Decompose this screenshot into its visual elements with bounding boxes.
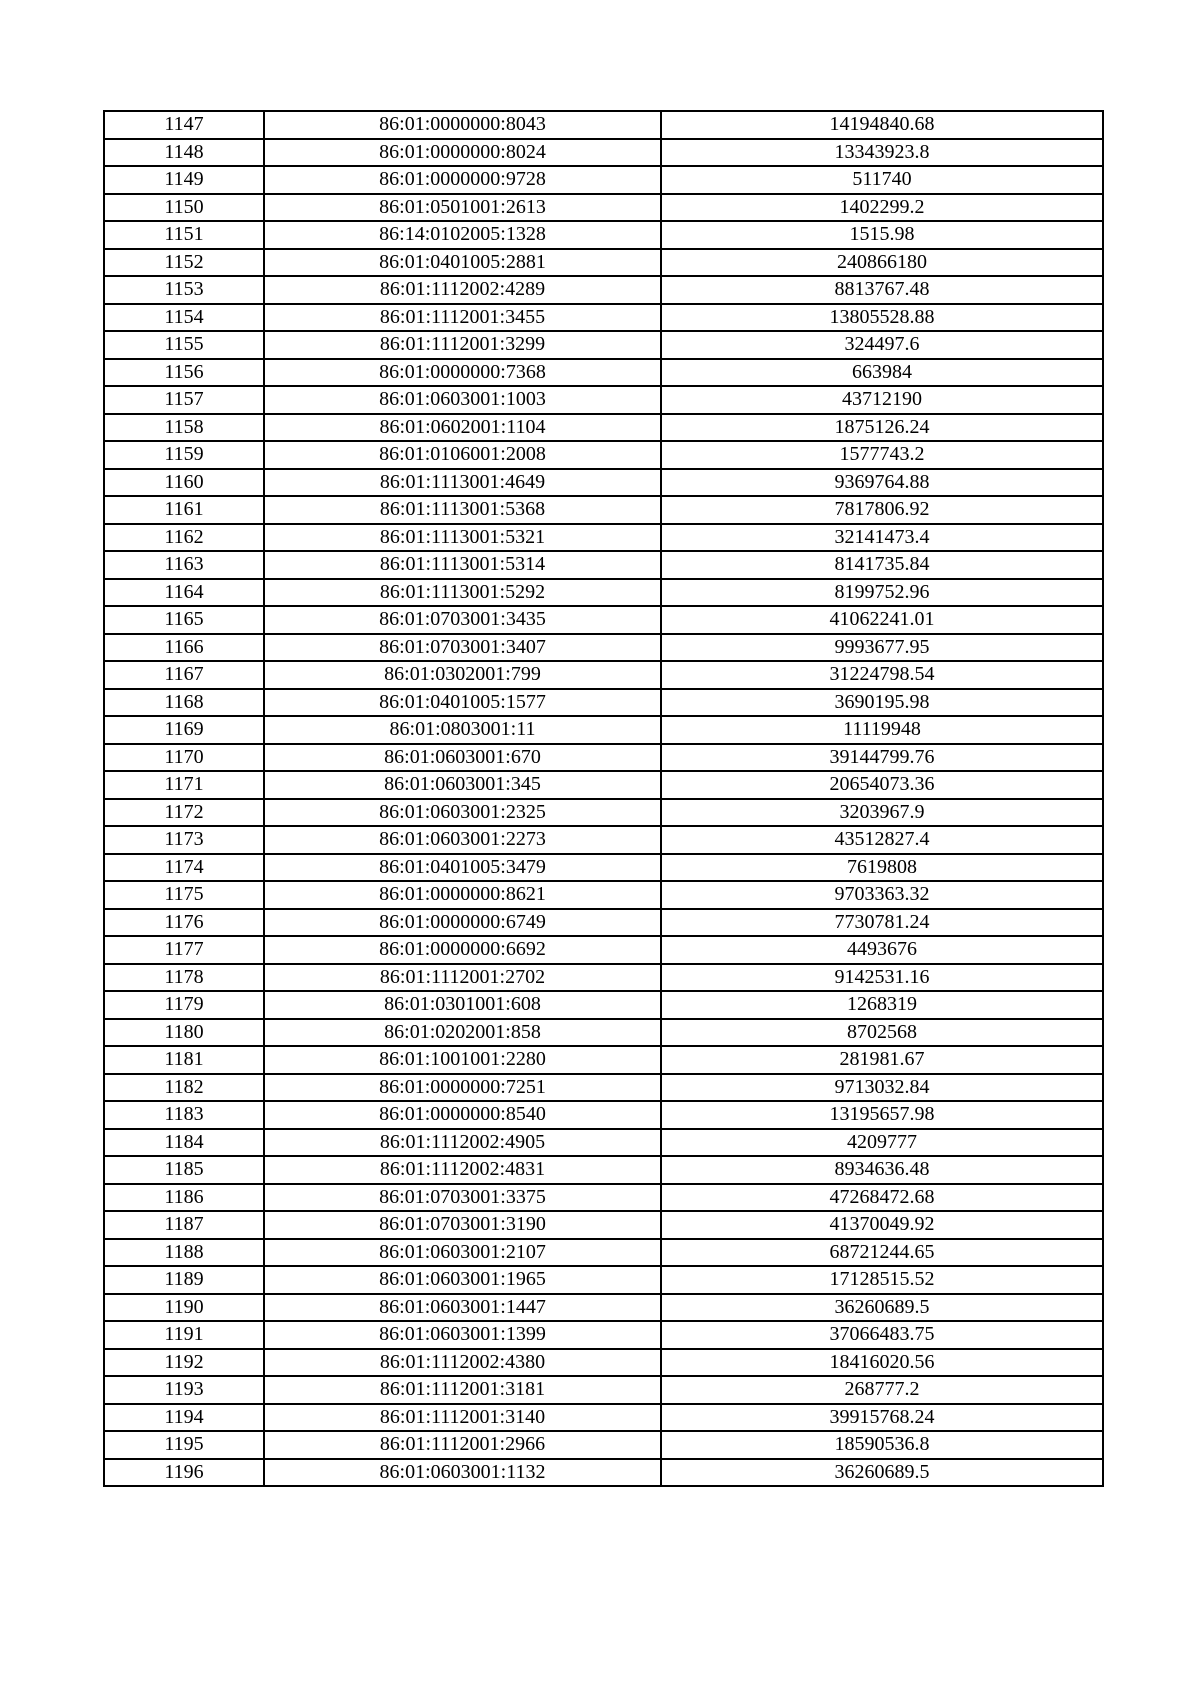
cadastral-number-cell: 86:01:1112001:3181	[264, 1376, 661, 1404]
table-row	[104, 139, 1103, 167]
value-cell: 240866180	[661, 249, 1103, 277]
value-cell: 39915768.24	[661, 1404, 1103, 1432]
table-row	[104, 249, 1103, 277]
cadastral-number-cell: 86:01:0000000:9728	[264, 166, 661, 194]
cadastral-number-cell: 86:01:0703001:3407	[264, 634, 661, 662]
row-number-cell: 1148	[104, 139, 264, 167]
cadastral-number-cell: 86:01:1112002:4905	[264, 1129, 661, 1157]
value-cell: 8141735.84	[661, 551, 1103, 579]
value-cell: 31224798.54	[661, 661, 1103, 689]
row-number-cell: 1168	[104, 689, 264, 717]
value-cell: 32141473.4	[661, 524, 1103, 552]
row-number-cell: 1150	[104, 194, 264, 222]
value-cell: 36260689.5	[661, 1459, 1103, 1487]
table-row	[104, 991, 1103, 1019]
row-number-cell: 1157	[104, 386, 264, 414]
table-body	[104, 111, 1103, 1486]
row-number-cell: 1180	[104, 1019, 264, 1047]
cadastral-number-cell: 86:01:0803001:11	[264, 716, 661, 744]
table-row	[104, 1074, 1103, 1102]
table-row	[104, 359, 1103, 387]
row-number-cell: 1189	[104, 1266, 264, 1294]
cadastral-number-cell: 86:01:0603001:1447	[264, 1294, 661, 1322]
row-number-cell: 1149	[104, 166, 264, 194]
table-row	[104, 909, 1103, 937]
value-cell: 4493676	[661, 936, 1103, 964]
row-number-cell: 1152	[104, 249, 264, 277]
value-cell: 7619808	[661, 854, 1103, 882]
row-number-cell: 1179	[104, 991, 264, 1019]
cadastral-number-cell: 86:01:0000000:7251	[264, 1074, 661, 1102]
table-row	[104, 1046, 1103, 1074]
cadastral-number-cell: 86:01:0602001:1104	[264, 414, 661, 442]
value-cell: 9713032.84	[661, 1074, 1103, 1102]
row-number-cell: 1184	[104, 1129, 264, 1157]
table-row	[104, 1376, 1103, 1404]
cadastral-number-cell: 86:01:0000000:8024	[264, 139, 661, 167]
cadastral-number-cell: 86:01:1112001:2966	[264, 1431, 661, 1459]
table-row	[104, 854, 1103, 882]
value-cell: 281981.67	[661, 1046, 1103, 1074]
cadastral-number-cell: 86:01:0302001:799	[264, 661, 661, 689]
cadastral-number-cell: 86:01:0603001:670	[264, 744, 661, 772]
cadastral-number-cell: 86:01:0202001:858	[264, 1019, 661, 1047]
cadastral-number-cell: 86:01:1113001:5292	[264, 579, 661, 607]
value-cell: 511740	[661, 166, 1103, 194]
table-row	[104, 469, 1103, 497]
value-cell: 68721244.65	[661, 1239, 1103, 1267]
row-number-cell: 1181	[104, 1046, 264, 1074]
cadastral-number-cell: 86:01:1112002:4289	[264, 276, 661, 304]
value-cell: 3690195.98	[661, 689, 1103, 717]
value-cell: 8813767.48	[661, 276, 1103, 304]
row-number-cell: 1186	[104, 1184, 264, 1212]
cadastral-number-cell: 86:01:0603001:2325	[264, 799, 661, 827]
cadastral-number-cell: 86:01:1113001:5368	[264, 496, 661, 524]
table-row	[104, 194, 1103, 222]
row-number-cell: 1194	[104, 1404, 264, 1432]
value-cell: 13343923.8	[661, 139, 1103, 167]
cadastral-number-cell: 86:01:0703001:3375	[264, 1184, 661, 1212]
row-number-cell: 1195	[104, 1431, 264, 1459]
row-number-cell: 1172	[104, 799, 264, 827]
cadastral-number-cell: 86:01:1001001:2280	[264, 1046, 661, 1074]
cadastral-number-cell: 86:01:1112001:3140	[264, 1404, 661, 1432]
cadastral-number-cell: 86:01:0401005:3479	[264, 854, 661, 882]
value-cell: 7730781.24	[661, 909, 1103, 937]
table-row	[104, 221, 1103, 249]
table-row	[104, 1404, 1103, 1432]
value-cell: 9993677.95	[661, 634, 1103, 662]
cadastral-number-cell: 86:01:0603001:1965	[264, 1266, 661, 1294]
cadastral-number-cell: 86:01:0603001:2273	[264, 826, 661, 854]
table-row	[104, 799, 1103, 827]
row-number-cell: 1162	[104, 524, 264, 552]
value-cell: 20654073.36	[661, 771, 1103, 799]
table-row	[104, 771, 1103, 799]
table-row	[104, 1294, 1103, 1322]
row-number-cell: 1182	[104, 1074, 264, 1102]
data-table	[103, 110, 1104, 1487]
table-row	[104, 1239, 1103, 1267]
value-cell: 13195657.98	[661, 1101, 1103, 1129]
cadastral-number-cell: 86:01:0301001:608	[264, 991, 661, 1019]
table-row	[104, 661, 1103, 689]
cadastral-number-cell: 86:01:0603001:1132	[264, 1459, 661, 1487]
cadastral-number-cell: 86:01:0703001:3190	[264, 1211, 661, 1239]
cadastral-number-cell: 86:01:0106001:2008	[264, 441, 661, 469]
value-cell: 1515.98	[661, 221, 1103, 249]
row-number-cell: 1155	[104, 331, 264, 359]
value-cell: 8199752.96	[661, 579, 1103, 607]
value-cell: 11119948	[661, 716, 1103, 744]
table-row	[104, 606, 1103, 634]
table-row	[104, 1266, 1103, 1294]
row-number-cell: 1161	[104, 496, 264, 524]
row-number-cell: 1166	[104, 634, 264, 662]
cadastral-number-cell: 86:01:1113001:5314	[264, 551, 661, 579]
row-number-cell: 1167	[104, 661, 264, 689]
table-row	[104, 964, 1103, 992]
table-row	[104, 826, 1103, 854]
value-cell: 18590536.8	[661, 1431, 1103, 1459]
value-cell: 36260689.5	[661, 1294, 1103, 1322]
table-row	[104, 166, 1103, 194]
row-number-cell: 1158	[104, 414, 264, 442]
value-cell: 1402299.2	[661, 194, 1103, 222]
table-row	[104, 1129, 1103, 1157]
table-row	[104, 524, 1103, 552]
cadastral-number-cell: 86:01:1112001:3299	[264, 331, 661, 359]
value-cell: 43712190	[661, 386, 1103, 414]
cadastral-number-cell: 86:01:1113001:5321	[264, 524, 661, 552]
table-row	[104, 441, 1103, 469]
value-cell: 9703363.32	[661, 881, 1103, 909]
cadastral-number-cell: 86:01:0603001:1003	[264, 386, 661, 414]
table-row	[104, 1101, 1103, 1129]
cadastral-number-cell: 86:01:0401005:1577	[264, 689, 661, 717]
value-cell: 268777.2	[661, 1376, 1103, 1404]
value-cell: 41062241.01	[661, 606, 1103, 634]
row-number-cell: 1159	[104, 441, 264, 469]
row-number-cell: 1151	[104, 221, 264, 249]
value-cell: 13805528.88	[661, 304, 1103, 332]
value-cell: 1875126.24	[661, 414, 1103, 442]
cadastral-number-cell: 86:01:1112001:3455	[264, 304, 661, 332]
cadastral-number-cell: 86:01:0703001:3435	[264, 606, 661, 634]
cadastral-number-cell: 86:01:0603001:1399	[264, 1321, 661, 1349]
table-row	[104, 1211, 1103, 1239]
row-number-cell: 1171	[104, 771, 264, 799]
value-cell: 39144799.76	[661, 744, 1103, 772]
table-row	[104, 716, 1103, 744]
value-cell: 47268472.68	[661, 1184, 1103, 1212]
value-cell: 1577743.2	[661, 441, 1103, 469]
table-row	[104, 579, 1103, 607]
row-number-cell: 1154	[104, 304, 264, 332]
table-row	[104, 414, 1103, 442]
cadastral-number-cell: 86:14:0102005:1328	[264, 221, 661, 249]
row-number-cell: 1153	[104, 276, 264, 304]
cadastral-number-cell: 86:01:0603001:345	[264, 771, 661, 799]
value-cell: 8934636.48	[661, 1156, 1103, 1184]
value-cell: 18416020.56	[661, 1349, 1103, 1377]
table-row	[104, 936, 1103, 964]
table-row	[104, 276, 1103, 304]
row-number-cell: 1183	[104, 1101, 264, 1129]
value-cell: 663984	[661, 359, 1103, 387]
table-row	[104, 689, 1103, 717]
table-row	[104, 111, 1103, 139]
value-cell: 4209777	[661, 1129, 1103, 1157]
row-number-cell: 1192	[104, 1349, 264, 1377]
table-row	[104, 331, 1103, 359]
cadastral-number-cell: 86:01:0000000:7368	[264, 359, 661, 387]
row-number-cell: 1156	[104, 359, 264, 387]
row-number-cell: 1178	[104, 964, 264, 992]
value-cell: 3203967.9	[661, 799, 1103, 827]
cadastral-number-cell: 86:01:1112002:4831	[264, 1156, 661, 1184]
row-number-cell: 1185	[104, 1156, 264, 1184]
row-number-cell: 1169	[104, 716, 264, 744]
table-row	[104, 744, 1103, 772]
table-row	[104, 1321, 1103, 1349]
cadastral-number-cell: 86:01:0000000:6692	[264, 936, 661, 964]
value-cell: 8702568	[661, 1019, 1103, 1047]
cadastral-number-cell: 86:01:0000000:6749	[264, 909, 661, 937]
table-row	[104, 1349, 1103, 1377]
cadastral-number-cell: 86:01:1112001:2702	[264, 964, 661, 992]
value-cell: 14194840.68	[661, 111, 1103, 139]
row-number-cell: 1188	[104, 1239, 264, 1267]
row-number-cell: 1173	[104, 826, 264, 854]
row-number-cell: 1175	[104, 881, 264, 909]
cadastral-number-cell: 86:01:0000000:8621	[264, 881, 661, 909]
cadastral-number-cell: 86:01:1113001:4649	[264, 469, 661, 497]
cadastral-number-cell: 86:01:1112002:4380	[264, 1349, 661, 1377]
table-row	[104, 304, 1103, 332]
cadastral-number-cell: 86:01:0501001:2613	[264, 194, 661, 222]
row-number-cell: 1170	[104, 744, 264, 772]
table-row	[104, 881, 1103, 909]
table-row	[104, 1184, 1103, 1212]
table-row	[104, 1156, 1103, 1184]
row-number-cell: 1196	[104, 1459, 264, 1487]
row-number-cell: 1193	[104, 1376, 264, 1404]
row-number-cell: 1176	[104, 909, 264, 937]
row-number-cell: 1191	[104, 1321, 264, 1349]
value-cell: 9142531.16	[661, 964, 1103, 992]
table-row	[104, 1459, 1103, 1487]
value-cell: 43512827.4	[661, 826, 1103, 854]
row-number-cell: 1163	[104, 551, 264, 579]
cadastral-number-cell: 86:01:0000000:8540	[264, 1101, 661, 1129]
value-cell: 37066483.75	[661, 1321, 1103, 1349]
table-row	[104, 634, 1103, 662]
cadastral-number-cell: 86:01:0401005:2881	[264, 249, 661, 277]
value-cell: 41370049.92	[661, 1211, 1103, 1239]
table-row	[104, 1431, 1103, 1459]
row-number-cell: 1165	[104, 606, 264, 634]
row-number-cell: 1187	[104, 1211, 264, 1239]
value-cell: 1268319	[661, 991, 1103, 1019]
row-number-cell: 1174	[104, 854, 264, 882]
row-number-cell: 1160	[104, 469, 264, 497]
value-cell: 17128515.52	[661, 1266, 1103, 1294]
value-cell: 7817806.92	[661, 496, 1103, 524]
value-cell: 9369764.88	[661, 469, 1103, 497]
table-row	[104, 496, 1103, 524]
table-row	[104, 1019, 1103, 1047]
row-number-cell: 1177	[104, 936, 264, 964]
table-row	[104, 551, 1103, 579]
value-cell: 324497.6	[661, 331, 1103, 359]
cadastral-number-cell: 86:01:0000000:8043	[264, 111, 661, 139]
row-number-cell: 1164	[104, 579, 264, 607]
table-row	[104, 386, 1103, 414]
row-number-cell: 1190	[104, 1294, 264, 1322]
cadastral-number-cell: 86:01:0603001:2107	[264, 1239, 661, 1267]
row-number-cell: 1147	[104, 111, 264, 139]
